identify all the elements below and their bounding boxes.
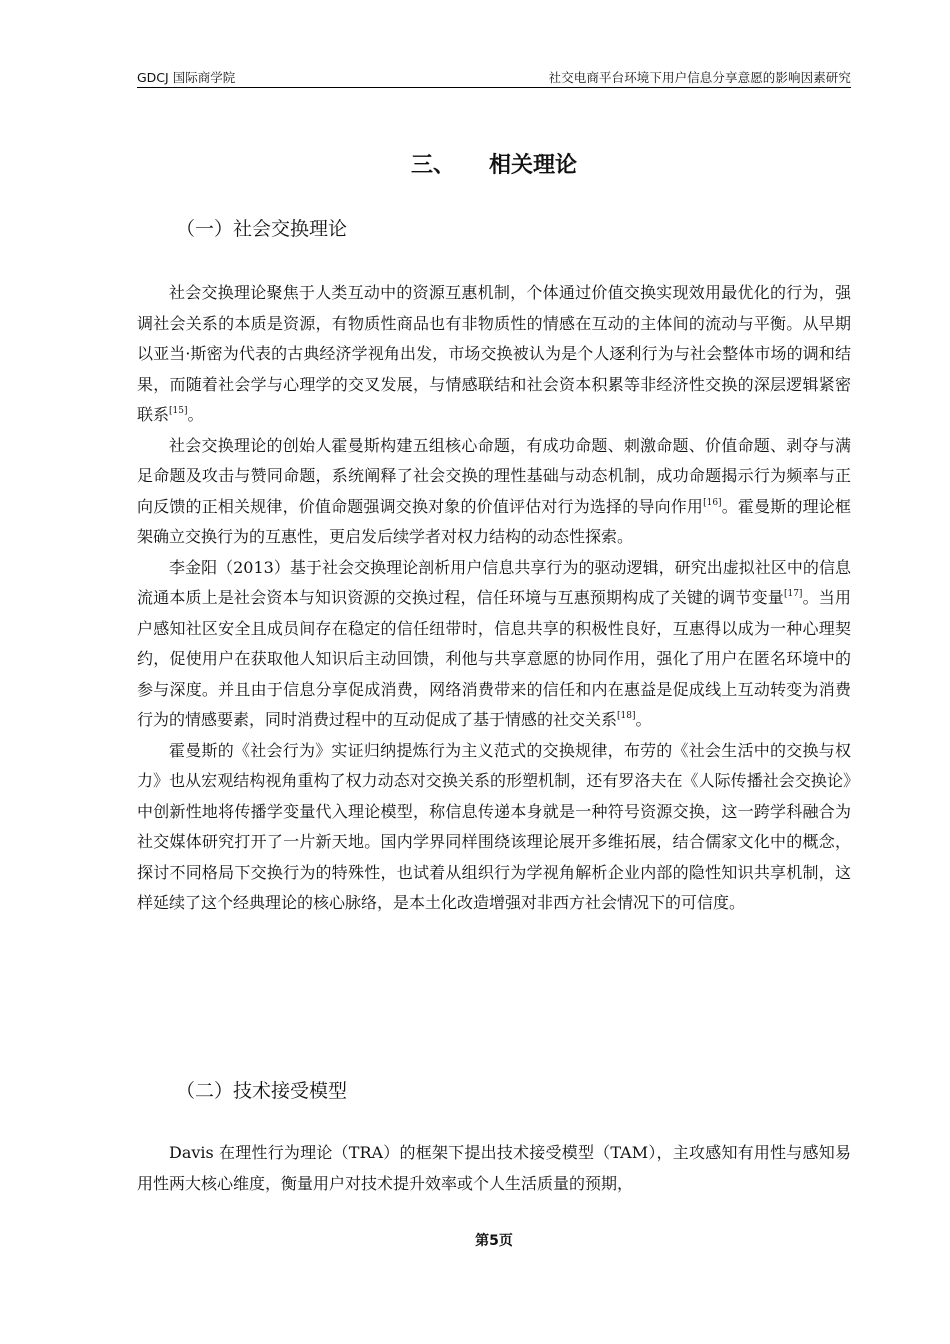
section-heading-tam: （二）技术接受模型: [176, 1080, 348, 1102]
citation: [18]: [617, 711, 636, 721]
citation: [17]: [783, 589, 803, 599]
section-body-social-exchange: [137, 278, 851, 919]
section-heading-social-exchange: （一）社会交换理论: [176, 218, 348, 240]
paragraph: 社会交换理论聚焦于人类互动中的资源互惠机制，个体通过价值交换实现效用最优化的行为，强调社会关系的本质是资源，有物质性商品也有非物质性的情感在互动的主体间的流动与平衡。从早期以亚当·斯密为代表的古典经济学视角出发，市场交换被认为是个人逐利行为与社会整体市场的调和结果，而随着社会学与心理学的交叉发展，与情感联结和社会资本积累等非经济性交换的深层逻辑紧密联系[15]。: [137, 283, 851, 424]
paragraph: Davis 在理性行为理论（TRA）的框架下提出技术接受模型（TAM），主攻感知有用性与感知易用性两大核心维度，衡量用户对技术提升效率或个人生活质量的预期，: [137, 1143, 851, 1193]
header-institution: GDCJ 国际商学院: [137, 70, 236, 85]
chapter-number: 三、: [410, 153, 455, 178]
paragraph: 李金阳（2013）基于社会交换理论剖析用户信息共享行为的驱动逻辑，研究出虚拟社区中的信息流通本质上是社会资本与知识资源的交换过程，信任环境与互惠预期构成了关键的调节变量[17]。当用户感知社区安全且成员间存在稳定的信任纽带时，信息共享的积极性良好，互惠得以成为一种心理契约，促使用户在获取他人知识后主动回馈，利他与共享意愿的协同作用，强化了用户在匿名环境中的参与深度。并且由于信息分享促成消费，网络消费带来的信任和内在惠益是促成线上互动转变为消费行为的情感要素，同时消费过程中的互动促成了基于情感的社交关系[18]。: [137, 557, 851, 729]
paragraph: 霍曼斯的《社会行为》实证归纳提炼行为主义范式的交换规律，布劳的《社会生活中的交换与权力》也从宏观结构视角重构了权力动态对交换关系的形塑机制，还有罗洛夫在《人际传播社会交换论》中创新性地将传播学变量代入理论模型，称信息传递本身就是一种符号资源交换，这一跨学科融合为社交媒体研究打开了一片新天地。国内学界同样围绕该理论展开多维拓展，结合儒家文化中的概念，探讨不同格局下交换行为的特殊性，也试着从组织行为学视角解析企业内部的隐性知识共享机制，这样延续了这个经典理论的核心脉络，是本土化改造增强对非西方社会情况下的可信度。: [137, 740, 851, 912]
citation: [15]: [169, 406, 188, 416]
chapter-title: 相关理论: [489, 153, 578, 178]
paragraph: 社会交换理论的创始人霍曼斯构建五组核心命题，有成功命题、刺激命题、价值命题、剥夺与满足命题及攻击与赞同命题，系统阐释了社会交换的理性基础与动态机制，成功命题揭示行为频率与正向反馈的正相关规律，价值命题强调交换对象的价值评估对行为选择的导向作用[16]。霍曼斯的理论框架确立交换行为的互惠性，更启发后续学者对权力结构的动态性探索。: [137, 435, 851, 546]
citation: [16]: [703, 497, 722, 508]
section-body-tam: [137, 1138, 851, 1199]
header-rule: [137, 87, 851, 88]
running-header: [137, 66, 851, 86]
header-paper-title: 社交电商平台环境下用户信息分享意愿的影响因素研究: [548, 70, 851, 85]
chapter-heading: [137, 148, 851, 179]
page-number: 第5页: [475, 1233, 513, 1249]
